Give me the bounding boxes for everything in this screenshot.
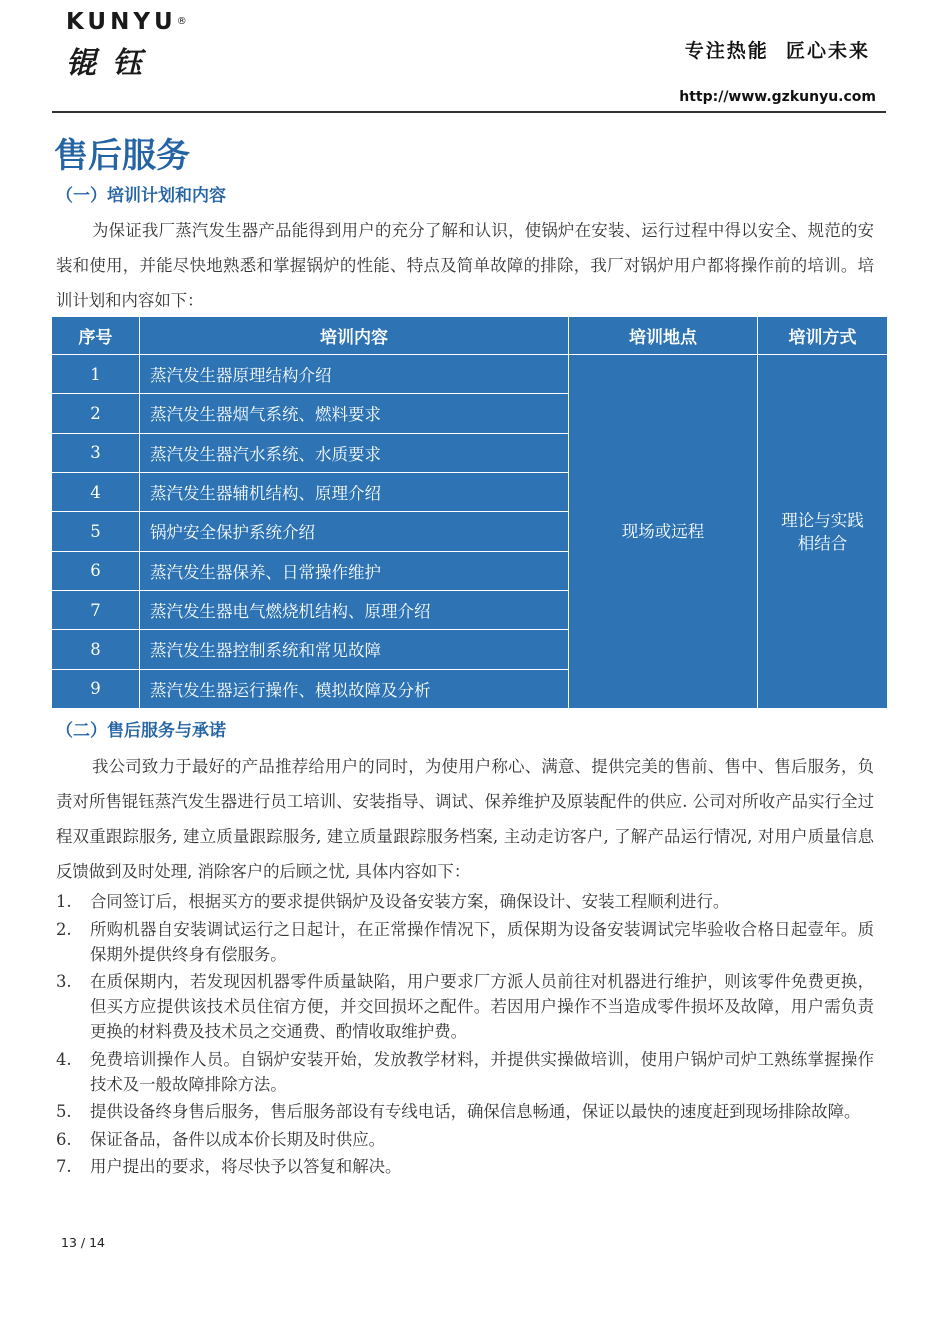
row-index: 8 [52,630,140,669]
row-index: 2 [52,394,140,433]
row-index: 9 [52,669,140,708]
row-content: 蒸汽发生器烟气系统、燃料要求 [140,394,569,433]
list-item-index: 6. [56,1129,72,1149]
training-table [51,316,888,709]
row-index: 6 [52,551,140,590]
training-method [758,355,888,709]
list-item [56,969,874,1044]
method-line-2: 相结合 [797,533,848,553]
method-line-1: 理论与实践 [781,510,864,530]
section-heading-after-sales: （二）售后服务与承诺 [56,721,226,741]
row-content: 蒸汽发生器电气燃烧机结构、原理介绍 [140,590,569,629]
row-index: 1 [52,355,140,394]
logo-latin-text: KUNYU [66,9,177,35]
list-item-index: 1. [56,892,72,911]
list-item-text: 用户提出的要求，将尽快予以答复和解决。 [90,1157,402,1176]
header-method: 培训方式 [758,317,888,355]
list-item [56,1154,874,1179]
table-row [52,355,888,394]
logo-cjk-text: 锟钰 [66,46,158,81]
list-item [56,1047,874,1097]
list-item-index: 7. [56,1157,72,1176]
row-content: 蒸汽发生器辅机结构、原理介绍 [140,472,569,511]
list-item [56,889,874,914]
table-header-row [52,317,888,355]
list-item-text: 在质保期内，若发现因机器零件质量缺陷，用户要求厂方派人员前往对机器进行维护，则该零件免费更换，但买方应提供该技术员住宿方便，并交回损坏之配件。若因用户操作不当造成零件损坏及故障，用户需负责更换的材料费及技术员之交通费、酌情收取维护费。 [90,972,874,1041]
after-sales-intro-paragraph: 我公司致力于最好的产品推荐给用户的同时，为使用户称心、满意、提供完美的售前、售中、售后服务，负责对所售锟钰蒸汽发生器进行员工培训、安装指导、调试、保养维护及原装配件的供应. 公司对所收产品实行全过程双重跟踪服务, 建立质量跟踪服务, 建立质量跟踪服务档案, 主动走访客户, 了解产品运行情况, 对用户质量信息反馈做到及时处理, 消除客户的后顾之忧, 具体内容如下： [56,757,874,881]
header-divider [52,111,886,113]
header-slogan: 专注热能 匠心未来 [684,40,870,62]
row-index: 5 [52,512,140,551]
page-title: 售后服务 [54,136,190,176]
header-index: 序号 [52,317,140,355]
row-content: 蒸汽发生器保养、日常操作维护 [140,551,569,590]
row-content: 蒸汽发生器原理结构介绍 [140,355,569,394]
commitment-list [56,889,874,1182]
company-logo [66,9,216,81]
list-item-index: 5. [56,1102,72,1121]
page-number: 13 / 14 [61,1235,105,1250]
list-item-text: 保证备品，备件以成本价长期及时供应。 [90,1129,386,1149]
row-index: 7 [52,590,140,629]
row-index: 4 [52,472,140,511]
header-url[interactable]: http://www.gzkunyu.com [679,89,876,105]
list-item-index: 4. [56,1049,72,1069]
header-location: 培训地点 [569,317,758,355]
list-item [56,1127,874,1152]
list-item-index: 2. [56,919,72,939]
list-item-text: 合同签订后，根据买方的要求提供锅炉及设备安装方案，确保设计、安装工程顺利进行。 [90,892,730,911]
row-content: 蒸汽发生器运行操作、模拟故障及分析 [140,669,569,708]
row-content: 锅炉安全保护系统介绍 [140,512,569,551]
list-item-index: 3. [56,972,72,991]
list-item [56,917,874,967]
row-content: 蒸汽发生器汽水系统、水质要求 [140,433,569,472]
registered-mark: ® [176,16,187,27]
list-item-text: 所购机器自安装调试运行之日起计，在正常操作情况下，质保期为设备安装调试完毕验收合格日起壹年。质保期外提供终身有偿服务。 [90,919,874,964]
training-intro-paragraph: 为保证我厂蒸汽发生器产品能得到用户的充分了解和认识，使锅炉在安装、运行过程中得以安全、规范的安装和使用，并能尽快地熟悉和掌握锅炉的性能、特点及简单故障的排除，我厂对锅炉用户都将操作前的培训。培训计划和内容如下： [56,221,874,310]
row-content: 蒸汽发生器控制系统和常见故障 [140,630,569,669]
section-heading-training: （一）培训计划和内容 [56,186,226,206]
training-location: 现场或远程 [569,355,758,709]
list-item-text: 提供设备终身售后服务，售后服务部设有专线电话，确保信息畅通，保证以最快的速度赶到现场排除故障。 [90,1102,861,1121]
list-item [56,1099,874,1124]
list-item-text: 免费培训操作人员。自锅炉安装开始，发放教学材料，并提供实操做培训，使用户锅炉司炉工熟练掌握操作技术及一般故障排除方法。 [90,1049,874,1094]
header-content: 培训内容 [140,317,569,355]
row-index: 3 [52,433,140,472]
